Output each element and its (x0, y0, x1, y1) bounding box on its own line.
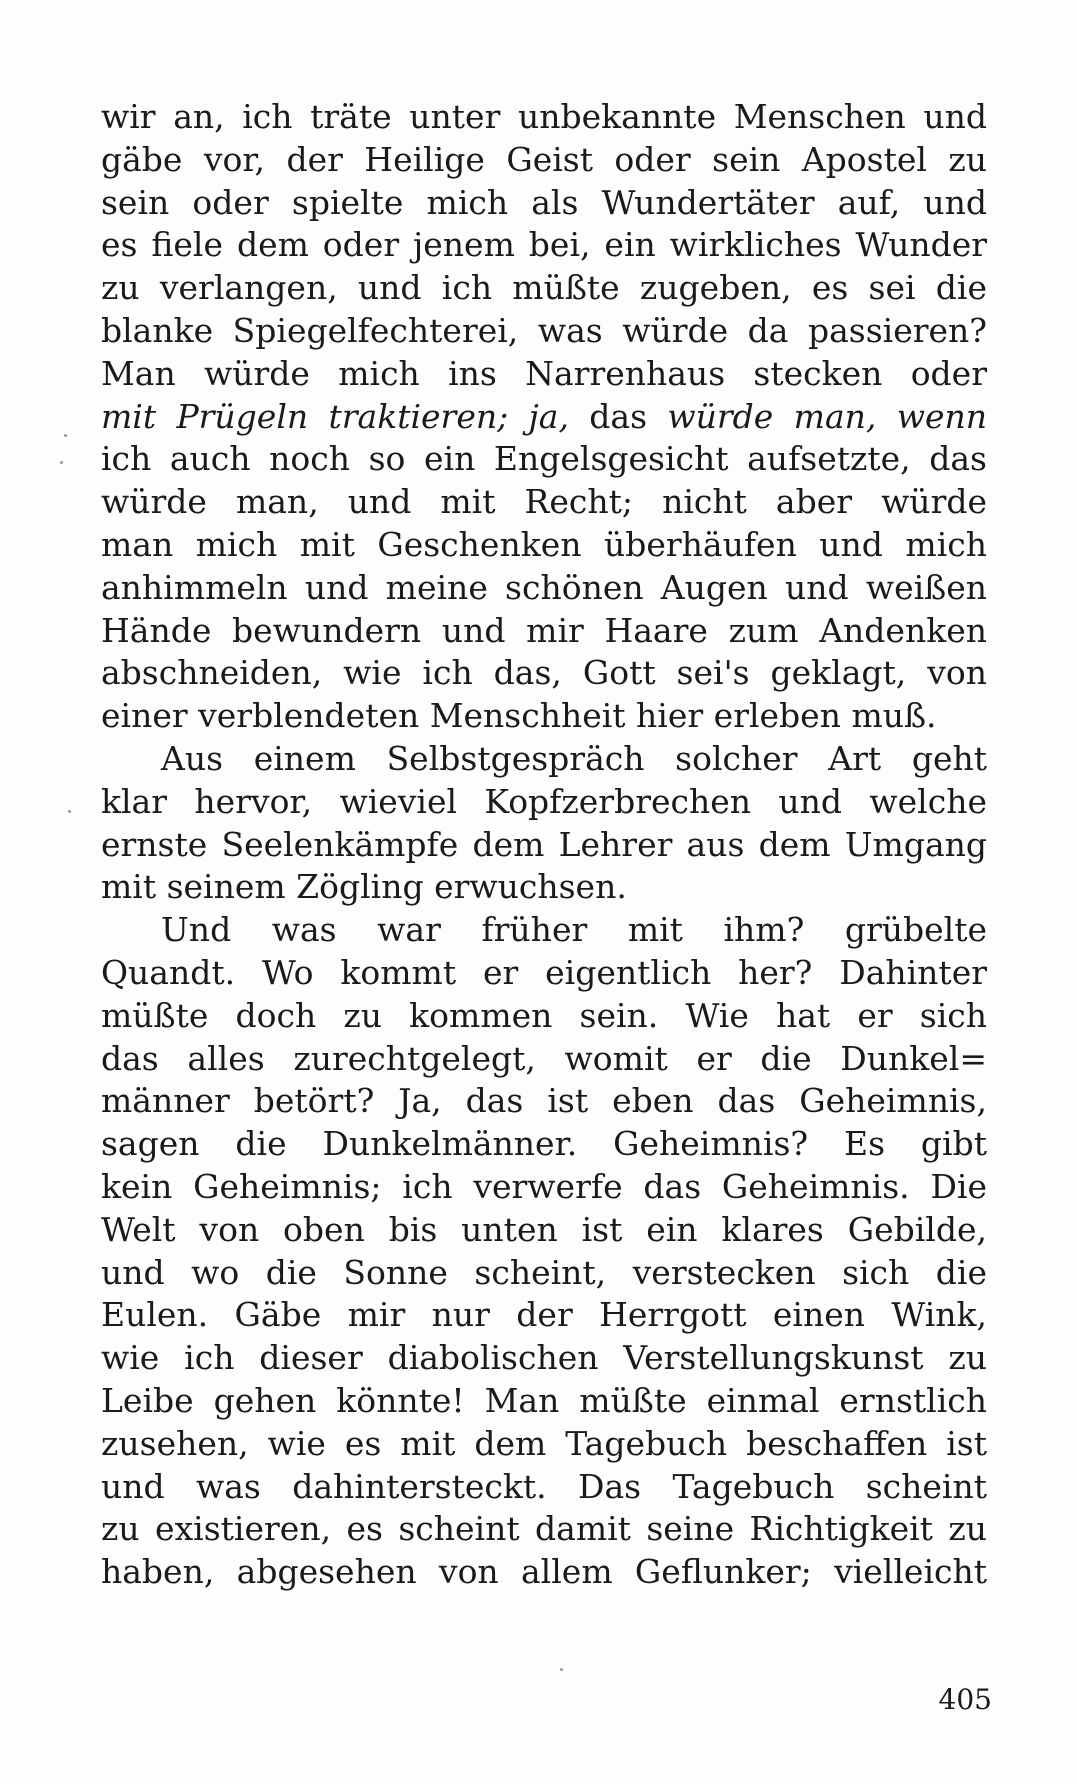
text-line: es fiele dem oder jenem bei, ein wirkliches Wunder (101, 225, 987, 265)
text-line: das alles zurechtgelegt, womit er die Dunkel= (101, 1038, 987, 1078)
text-line: Und was war früher mit ihm? grübelte (161, 910, 987, 950)
text-line: gäbe vor, der Heilige Geist oder sein Apostel zu (101, 139, 987, 179)
text-line: ernste Seelenkämpfe dem Lehrer aus dem Umgang (101, 824, 987, 864)
text-line: Hände bewundern und mir Haare zum Andenken (101, 610, 987, 650)
text-line: kein Geheimnis; ich verwerfe das Geheimnis. Die (101, 1166, 987, 1206)
page-number: 405 (938, 1683, 992, 1716)
text-line: müßte doch zu kommen sein. Wie hat er sich (101, 995, 987, 1035)
speck (68, 810, 71, 813)
text-line: zu existieren, es scheint damit seine Richtigkeit zu (101, 1509, 987, 1549)
text-line: Aus einem Selbstgespräch solcher Art geht (161, 738, 987, 778)
body-text (101, 96, 987, 1594)
text-line-italic (101, 396, 987, 439)
text-line: mit seinem Zögling erwuchsen. (101, 867, 627, 907)
italic-text: mit Prügeln traktieren; ja, (101, 396, 569, 436)
text-line: wie ich dieser diabolischen Verstellungskunst zu (101, 1338, 987, 1378)
text-line: zu verlangen, und ich müßte zugeben, es sei die (101, 268, 987, 308)
text-line: anhimmeln und meine schönen Augen und weißen (101, 567, 987, 607)
text-line: man mich mit Geschenken überhäufen und mich (101, 524, 987, 564)
italic-text: würde man, wenn (667, 396, 987, 436)
text-line: wir an, ich träte unter unbekannte Menschen und (101, 97, 987, 136)
text-line: würde man, und mit Recht; nicht aber würde (101, 482, 987, 522)
speck (560, 1668, 563, 1671)
text-line: Leibe gehen könnte! Man müßte einmal ernstlich (101, 1380, 987, 1420)
text-line: und was dahintersteckt. Das Tagebuch scheint (101, 1466, 987, 1506)
text-line: abschneiden, wie ich das, Gott sei's geklagt, von (101, 653, 987, 693)
text-line: zusehen, wie es mit dem Tagebuch beschaffen ist (101, 1423, 987, 1463)
text-line: sein oder spielte mich als Wundertäter auf, und (101, 182, 987, 222)
speck (60, 461, 63, 464)
speck (64, 434, 67, 437)
text-line: Eulen. Gäbe mir nur der Herrgott einen Wink, (101, 1295, 987, 1335)
text-line: männer betört? Ja, das ist eben das Geheimnis, (101, 1081, 987, 1121)
text-line: Welt von oben bis unten ist ein klares Gebilde, (101, 1209, 987, 1249)
text-line: Quandt. Wo kommt er eigentlich her? Dahinter (101, 952, 987, 992)
text-line: und wo die Sonne scheint, verstecken sich die (101, 1252, 987, 1292)
text-line: blanke Spiegelfechterei, was würde da passieren? (101, 310, 987, 350)
text-line: einer verblendeten Menschheit hier erleben muß. (101, 696, 937, 736)
text-line: ich auch noch so ein Engelsgesicht aufsetzte, das (101, 439, 987, 479)
text-line: sagen die Dunkelmänner. Geheimnis? Es gibt (101, 1124, 987, 1164)
text-line: Man würde mich ins Narrenhaus stecken oder (101, 353, 987, 393)
roman-text: das (568, 396, 668, 436)
text-line: klar hervor, wieviel Kopfzerbrechen und welche (101, 781, 987, 821)
text-line: haben, abgesehen von allem Geflunker; vielleicht (101, 1552, 987, 1592)
